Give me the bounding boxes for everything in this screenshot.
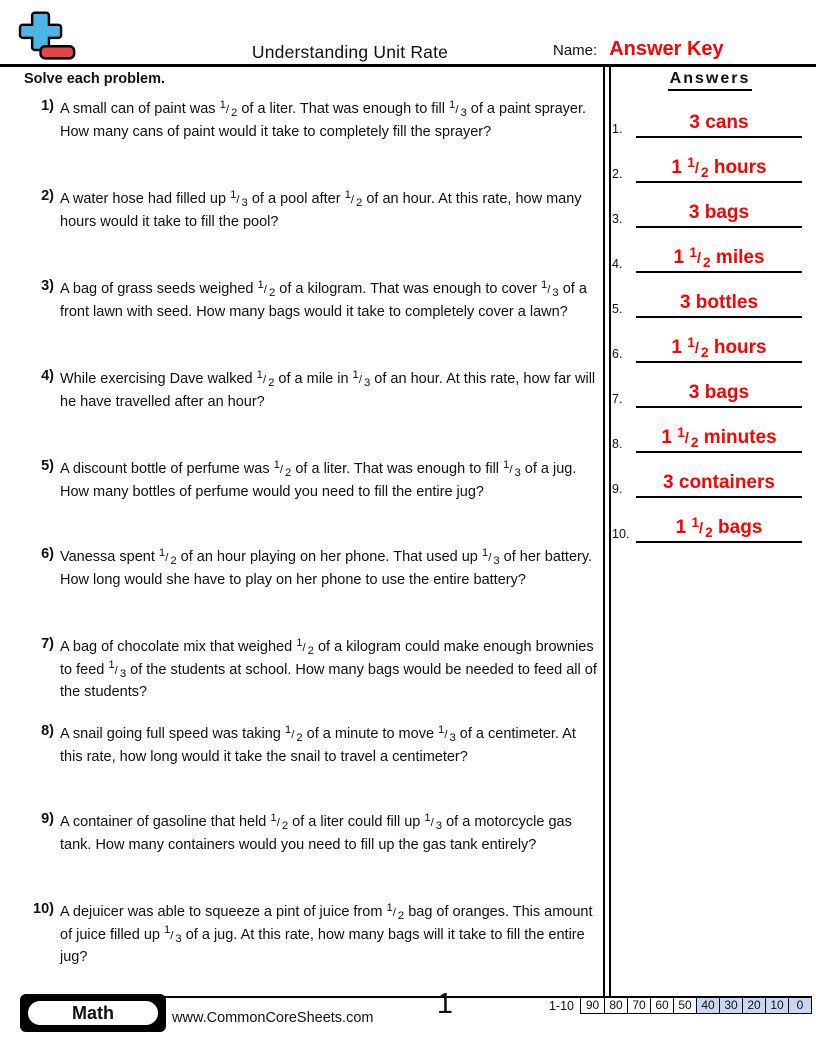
answer-value: 3 bags [688,382,750,403]
problem-item [28,901,602,969]
problem-item [28,458,602,503]
name-row [553,38,813,61]
fraction: $^1$/ $_2$ [691,514,713,540]
problem-number: 4) [41,368,54,384]
answer-value: 3 bags [688,202,750,223]
problem-number: 7) [41,636,54,652]
fraction: $^1$/ $_2$ [386,901,405,923]
answer-number: 8. [612,437,623,451]
answer-value: 1 $^1$/ $_2$ minutes [661,424,777,450]
fraction: $^1$/ $_3$ [108,659,127,680]
problem-text: While exercising Dave walked $^1$/ $_2$ of a mile in $^1$/ $_3$ of an hour. At this rate, how far will he have travelled after an hour? [60,368,596,410]
answer-number: 6. [612,347,623,361]
score-strip [549,997,812,1014]
fraction: $^1$/ $_3$ [540,278,559,300]
answer-blank-line [636,316,802,318]
answer-row [610,413,808,453]
answer-blank-line [636,136,802,138]
answer-row [610,278,808,318]
answer-value: 3 containers [663,472,775,493]
score-cell: 70 [627,998,650,1013]
answer-number: 7. [612,392,623,406]
answer-value: 1 $^1$/ $_2$ hours [671,334,767,360]
answer-row [610,503,808,543]
fraction: $^1$/ $_2$ [284,723,303,745]
score-cell: 50 [673,998,696,1013]
fraction: $^1$/ $_3$ [230,188,248,210]
fraction: $^1$/ $_2$ [687,154,709,180]
score-range-label: 1-10 [548,998,574,1013]
problem-number: 3) [41,278,54,294]
answer-row [610,188,808,228]
worksheet-title: Understanding Unit Rate [251,42,449,62]
problem-item [28,636,602,704]
page-number: 1 [436,988,454,1020]
instructions-text: Solve each problem. [24,71,166,87]
problem-item [28,98,602,143]
problem-text: A container of gasoline that held $^1$/ $_2$ of a liter could fill up $^1$/ $_3$ of a motorcycle gas tank. How many containers would you need to fill up the gas tank entirely? [60,811,572,853]
answer-number: 1. [612,122,623,136]
answer-value: 3 bottles [679,292,759,313]
fraction: $^1$/ $_2$ [344,188,363,210]
site-url: www.CommonCoreSheets.com [172,1010,374,1026]
fraction: $^1$/ $_3$ [438,723,456,745]
fraction: $^1$/ $_2$ [677,424,699,450]
answer-row [610,458,808,498]
problem-item [28,278,602,323]
problem-item [28,368,602,413]
fraction: $^1$/ $_3$ [481,546,500,568]
fraction: $^1$/ $_2$ [158,546,177,568]
problem-number: 10) [33,901,54,917]
score-cell: 30 [719,998,742,1013]
fraction: $^1$/ $_3$ [163,924,182,945]
problem-text: A bag of grass seeds weighed $^1$/ $_2$ of a kilogram. That was enough to cover $^1$/ $_3$ of a front lawn with seed. How many bags would it take to completely cover a lawn? [60,278,587,320]
answer-blank-line [636,181,802,183]
fraction: $^1$/ $_2$ [219,98,238,120]
problem-item [28,546,602,591]
answer-blank-line [636,361,802,363]
problem-item [28,188,602,233]
math-badge [20,994,166,1032]
fraction: $^1$/ $_2$ [687,334,709,360]
problem-number: 8) [41,723,54,739]
score-cell: 90 [585,998,600,1012]
answer-blank-line [636,541,802,543]
fraction: $^1$/ $_2$ [273,458,292,480]
answer-number: 3. [612,212,623,226]
problem-number: 5) [41,458,54,474]
answer-value: 1 $^1$/ $_2$ miles [673,244,765,270]
answer-key-text: Answer Key [609,38,724,60]
answer-number: 4. [612,257,623,271]
problem-number: 1) [41,98,54,114]
score-cell: 20 [742,998,765,1013]
fraction: $^1$/ $_2$ [296,636,314,658]
problem-text: A snail going full speed was taking $^1$/ $_2$ of a minute to move $^1$/ $_3$ of a centimeter. At this rate, how long would it take the snail to travel a centimeter? [60,723,576,765]
answer-blank-line [636,271,802,273]
fraction: $^1$/ $_2$ [270,811,289,833]
answer-value: 1 $^1$/ $_2$ hours [671,154,767,180]
fraction: $^1$/ $_2$ [257,278,276,300]
fraction: $^1$/ $_2$ [256,368,275,390]
answer-blank-line [636,406,802,408]
answer-row [610,368,808,408]
fraction: $^1$/ $_3$ [449,98,467,120]
answer-number: 5. [612,302,623,316]
problem-item [28,723,602,768]
fraction: $^1$/ $_2$ [689,244,711,270]
answer-value: 1 $^1$/ $_2$ bags [675,514,763,540]
score-cell: 10 [765,998,788,1013]
answer-number: 2. [612,167,623,181]
problem-text: A discount bottle of perfume was $^1$/ $_2$ of a liter. That was enough to fill $^1$/ $_3$ of a jug. How many bottles of perfume would you need to fill the entire jug? [60,458,577,500]
answers-heading: Answers [612,70,808,91]
answer-row [610,323,808,363]
problem-number: 9) [41,811,54,827]
subject-label: Math [26,999,160,1027]
plus-icon [20,13,61,50]
problem-text: A small can of paint was $^1$/ $_2$ of a liter. That was enough to fill $^1$/ $_3$ of a paint sprayer. How many cans of paint would it take to completely fill the sprayer? [60,98,587,140]
problem-number: 6) [41,546,54,562]
problem-text: A dejuicer was able to squeeze a pint of juice from $^1$/ $_2$ bag of oranges. This amount of juice filled up $^1$/ $_3$ of a jug. At this rate, how many bags will it take to fill the entire jug? [60,901,593,965]
header-rule [0,64,816,67]
problem-text: A water hose had filled up $^1$/ $_3$ of a pool after $^1$/ $_2$ of an hour. At this rate, how many hours would it take to fill the pool? [60,188,582,230]
answer-number: 9. [612,482,623,496]
problem-text: Vanessa spent $^1$/ $_2$ of an hour playing on her phone. That used up $^1$/ $_3$ of her battery. How long would she have to play on her phone to use the entire battery? [60,546,593,588]
problem-item [28,811,602,856]
minus-icon [41,46,75,58]
name-label: Name: [553,42,598,59]
score-cell: 40 [696,998,719,1013]
answer-blank-line [636,451,802,453]
answer-blank-line [636,226,802,228]
fraction: $^1$/ $_3$ [352,368,371,390]
problem-text: A bag of chocolate mix that weighed $^1$/ $_2$ of a kilogram could make enough brownies to feed $^1$/ $_3$ of the students at school. How many bags would be needed to feed all of the students? [60,636,597,700]
answer-value: 3 cans [689,112,749,133]
plus-minus-logo [18,8,78,64]
answer-row [610,233,808,273]
score-cell: 0 [788,998,811,1013]
answer-number: 10. [612,527,630,541]
fraction: $^1$/ $_3$ [424,811,443,833]
score-cells [580,997,812,1014]
problem-number: 2) [41,188,54,204]
fraction: $^1$/ $_3$ [503,458,521,480]
score-cell: 60 [650,998,673,1013]
score-cell: 80 [604,998,627,1013]
answer-row [610,98,808,138]
answer-row [610,143,808,183]
answer-blank-line [636,496,802,498]
